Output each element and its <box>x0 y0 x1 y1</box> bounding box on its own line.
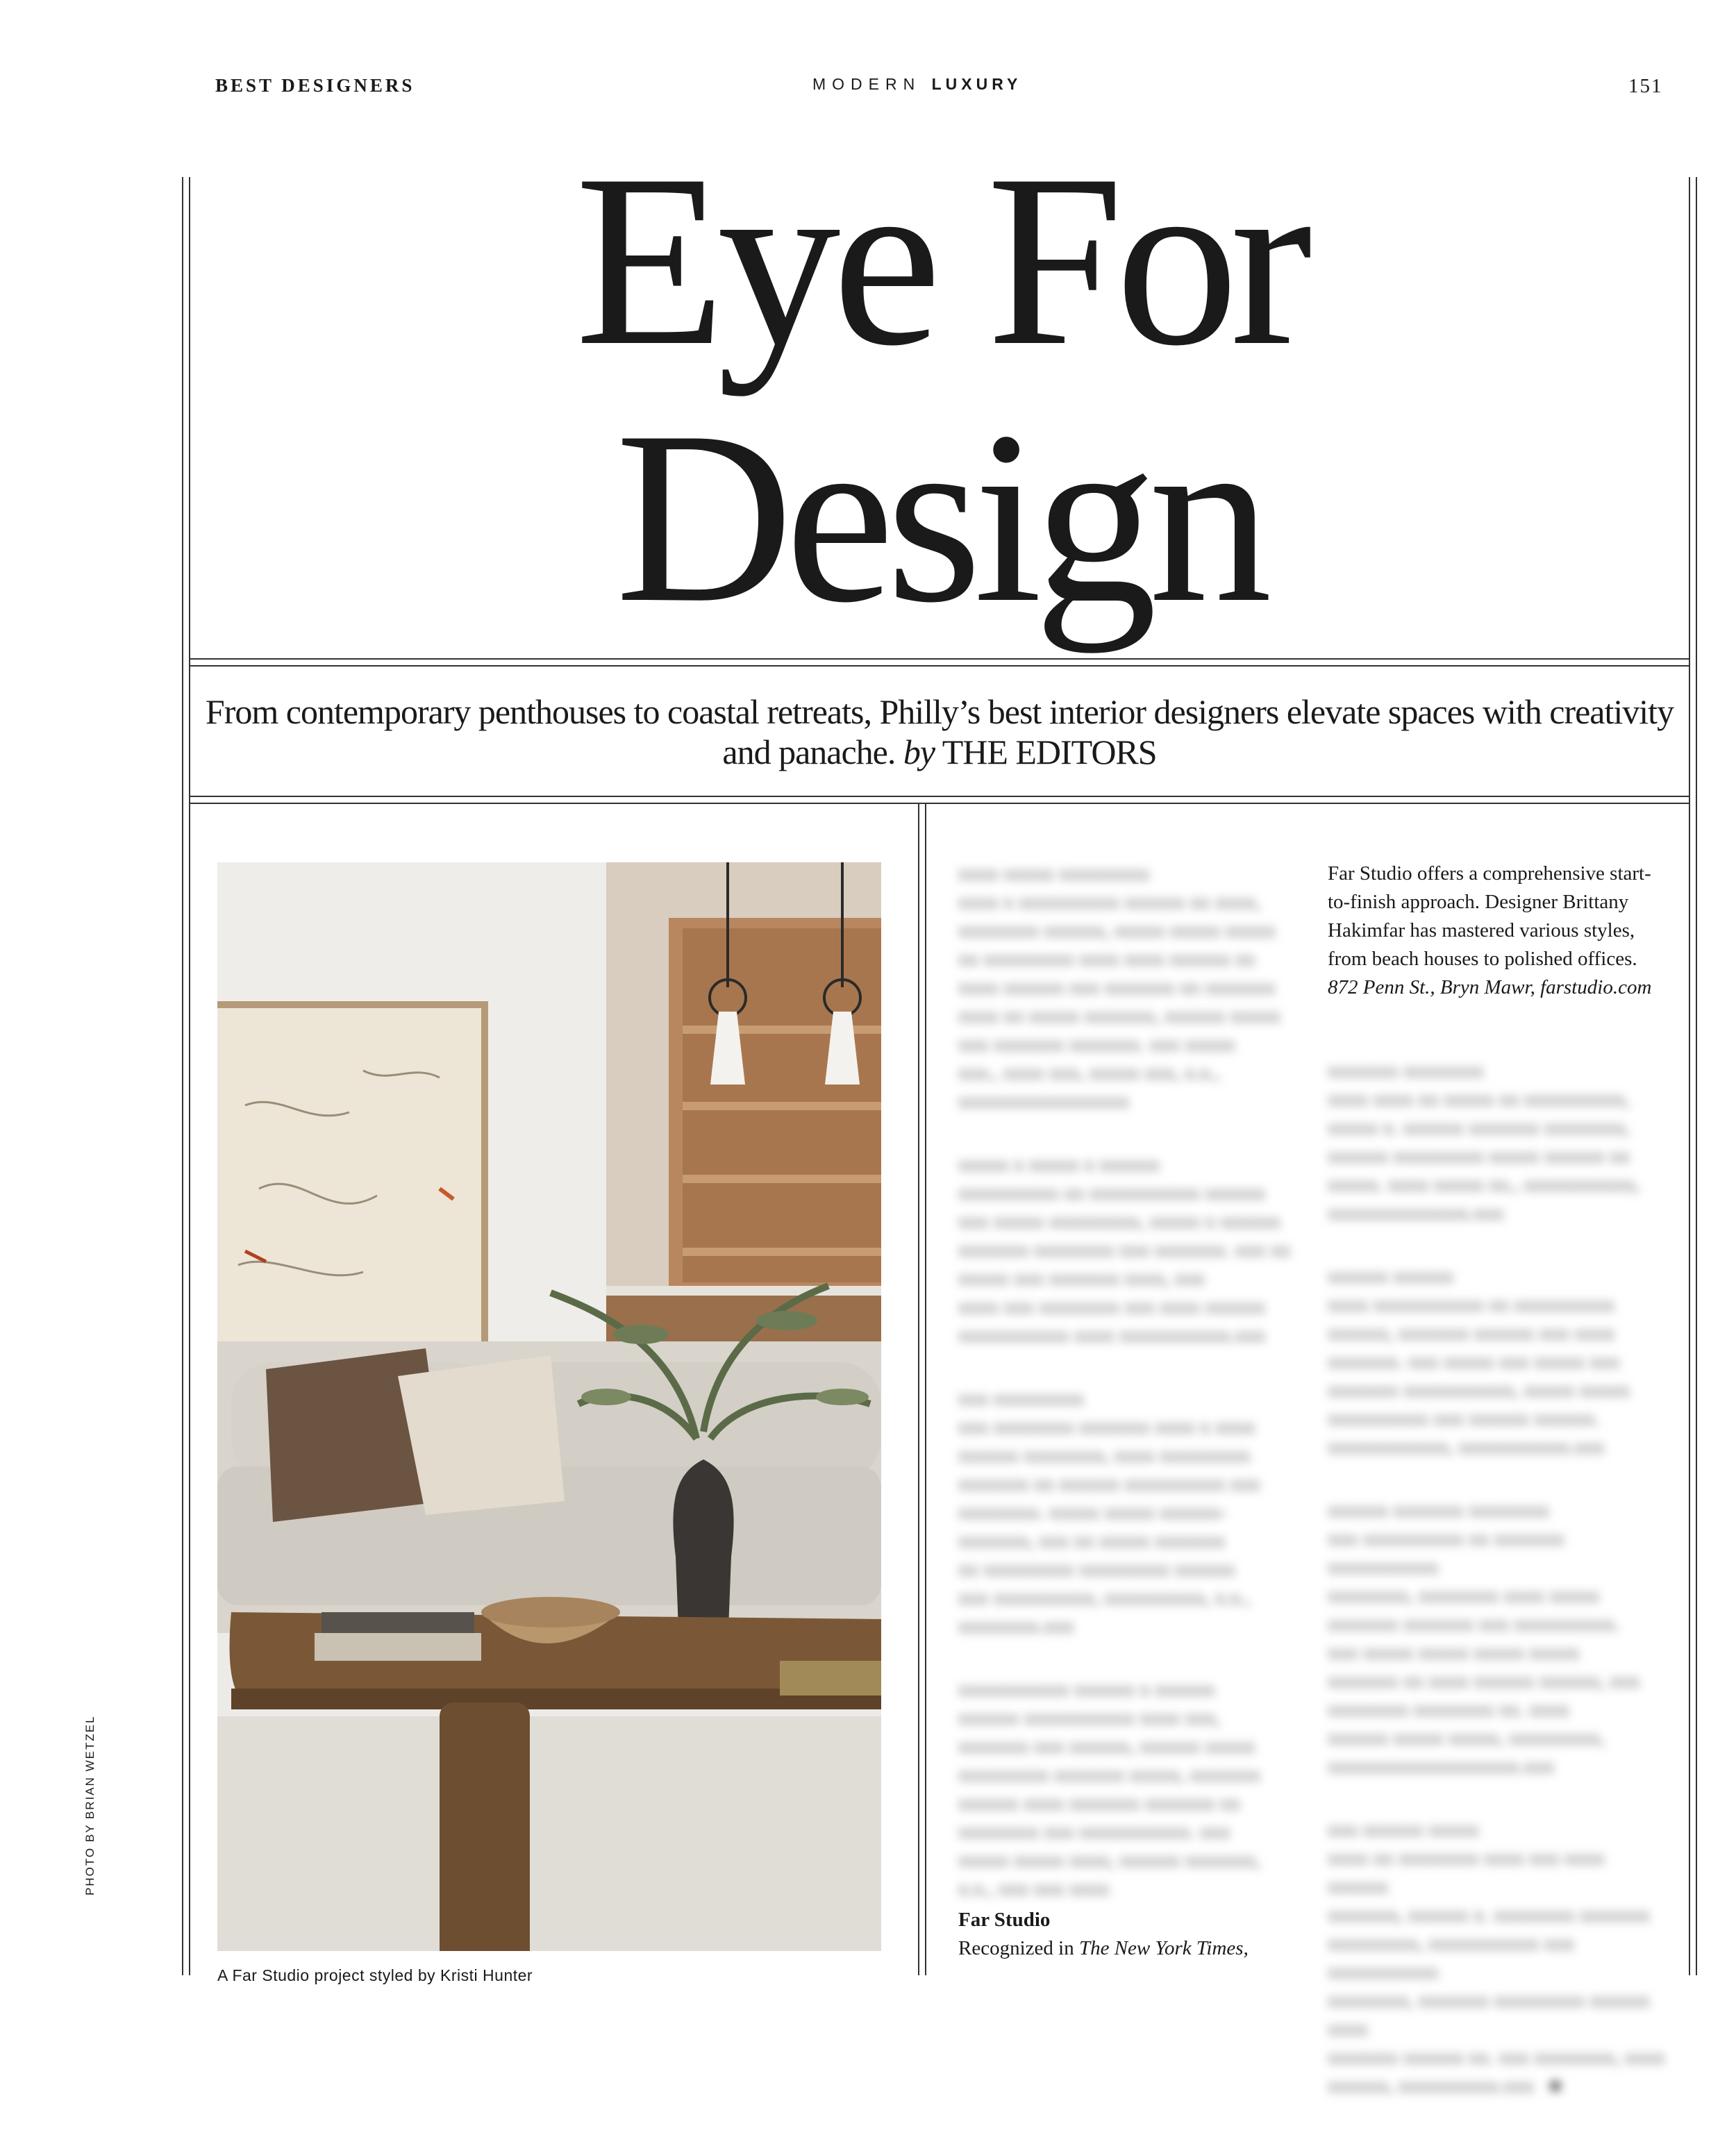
photo-credit: PHOTO BY BRIAN WETZEL <box>83 1715 97 1895</box>
far-studio-publication: The New York Times, <box>1078 1937 1249 1959</box>
title-rule-bottom-1 <box>189 658 1690 660</box>
far-studio-name: Far Studio <box>958 1909 1051 1931</box>
feature-photo <box>217 862 881 1951</box>
article-dek <box>189 692 1690 772</box>
living-room-illustration <box>217 862 881 1951</box>
subtitle-rule-bottom-2 <box>189 803 1690 804</box>
far-studio-intro-prefix: Recognized in <box>958 1937 1074 1959</box>
photo-caption: A Far Studio project styled by Kristi Hunter <box>217 1966 533 1984</box>
far-studio-body: Far Studio offers a comprehensive start-to-finish approach. Designer Brittany Hakimfar has mastered various styles, from beach houses to polished offices. <box>1328 862 1651 970</box>
far-studio-entry <box>958 1906 1292 1963</box>
dek-text: From contemporary penthouses to coastal retreats, Philly’s best interior designers elevate spaces with creativity and panache. <box>205 692 1674 771</box>
frame-rule-right-outer <box>1696 177 1697 1975</box>
subtitle-rule-bottom-1 <box>189 796 1690 797</box>
column-rule-2 <box>925 804 926 1975</box>
masthead-logo <box>812 75 1021 94</box>
column-rule-1 <box>918 804 919 1975</box>
blurred-column-right: xxxxxxx xxxxxxxx xxxx xxxx xx xxxxx xx xxxxxxxxxx, xxxxx x. xxxxxx xxxxxxx xxxxxxxx, xxxxxx xxxxxxxxx xxxxx xxxxxx xx xxxxx. xxxx xxxxx xx., xxxxxxxxxxx, xxxxxxxxxxxxxx.xxx xxxxxx xxxxxx xxxx xxxxxxxxxxx xx xxxxxxxxxx xxxxxx, xxxxxxx xxxxxx xxx xxxx xxxxxxx. xxx xxxxx xxx xxxxx xxx xxxxxxx xxxxxxxxxxx, xxxxx xxxxx xxxxxxxxxx xxx xxxxxx xxxxxx. xxxxxxxxxxxx, xxxxxxxxxxx.xxx xxxxxx xxxxxxx xxxxxxxx xxx xxxxxxxxxx xx xxxxxxx xxxxxxxxxxx xxxxxxxx, xxxxxxxx xxxx xxxxx xxxxxxx xxxxxxx xxx xxxxxxxxxx. xxx xxxxx xxxxx xxxxx xxxxx xxxxxxx xx xxxx xxxxxx xxxxxx, xxx xxxxxxxx xxxxxxxx xx. xxxx xxxxxx xxxxx xxxxx, xxxxxxxxx, xxxxxxxxxxxxxxxxxxx.xxx xxx xxxxxx xxxxx xxxx xx xxxxxxxx xxxx xxx xxxx xxxxxx xxxxxxx, xxxxxx x. xxxxxxxx xxxxxxx xxxxxxxxx, xxxxxxxxxxx xxx xxxxxxxxxxx xxxxxxxx, xxxxxxx xxxxxxxxx xxxxxx xxxx xxxxxxx xxxxxx xx. xxx xxxxxxxx, xxxx xxxxxx, xxxxxxxxxx.xxx ■ <box>1328 1060 1665 2097</box>
article-title <box>189 124 1690 653</box>
title-line-1: Eye For <box>575 124 1304 396</box>
far-studio-address: 872 Penn St., Bryn Mawr, farstudio.com <box>1328 976 1652 998</box>
masthead-light: MODERN <box>812 75 921 93</box>
section-label: BEST DESIGNERS <box>215 75 415 96</box>
title-rule-bottom-2 <box>189 665 1690 667</box>
blurred-column-left: xxxx xxxxx xxxxxxxxx xxxx x xxxxxxxxxx xxxxxx xx xxxx, xxxxxxxx xxxxxx, xxxxx xxxxx xxxxx xx xxxxxxxxx xxxx xxxx xxxxxx xx xxxx xxxxxx xxx xxxxxxx xx xxxxxxx xxxx xx xxxxx xxxxxxx, xxxxxx xxxxx xxx xxxxxxx xxxxxxx. xxx xxxxx xxx., xxxx xxx, xxxxx xxx, x.x., xxxxxxxxxxxxxxxxx xxxxx x xxxxx x xxxxxx xxxxxxxxxx xx xxxxxxxxxxx xxxxxx xxx xxxxx xxxxxxxxx, xxxxx x xxxxxx xxxxxxx xxxxxxxx xxx xxxxxxx. xxx xx xxxxx xxx xxxxxxx xxxx, xxx xxxx xxx xxxxxxxx xxx xxxx xxxxxx xxxxxxxxxxx xxxx xxxxxxxxxxx.xxx xxx xxxxxxxxx xxx xxxxxxxx xxxxxxx xxxx x xxxx xxxxxx xxxxxxxx, xxxx xxxxxxxxx xxxxxxx xx xxxxxx xxxxxxxxxx xxx xxxxxxxx. xxxxx xxxxx xxxxxx- xxxxxxx, xxx xx xxxxx xxxxxxx xx xxxxxxxxx xxxxxxxxx xxxxxx xxx xxxxxxxxxx, xxxxxxxxxx, x.x., xxxxxxxx.xxx xxxxxxxxxxx xxxxxx x xxxxxx xxxxxx xxxxxxxxxxx xxxx xxx, xxxxxxx xxx xxxxxx, xxxxxx xxxxx xxxxxxxxx xxxxxxx xxxxx, xxxxxxx xxxxxx xxxx xxxxxxx xxxxxxx xx xxxxxxxx xxx xxxxxxxxxxx. xxx xxxxx xxxxx xxxx, xxxxxx xxxxxxx, x.x., xxx xxx xxxx <box>958 862 1291 1900</box>
far-studio-intro <box>958 1934 1292 1963</box>
frame-rule-left-outer <box>182 177 183 1975</box>
masthead-bold: LUXURY <box>931 75 1022 93</box>
dek-author: THE EDITORS <box>942 732 1157 771</box>
dek-by: by <box>903 732 935 771</box>
far-studio-continued <box>1328 860 1669 1002</box>
page-number: 151 <box>1628 75 1663 97</box>
title-line-2: Design <box>615 380 1264 653</box>
